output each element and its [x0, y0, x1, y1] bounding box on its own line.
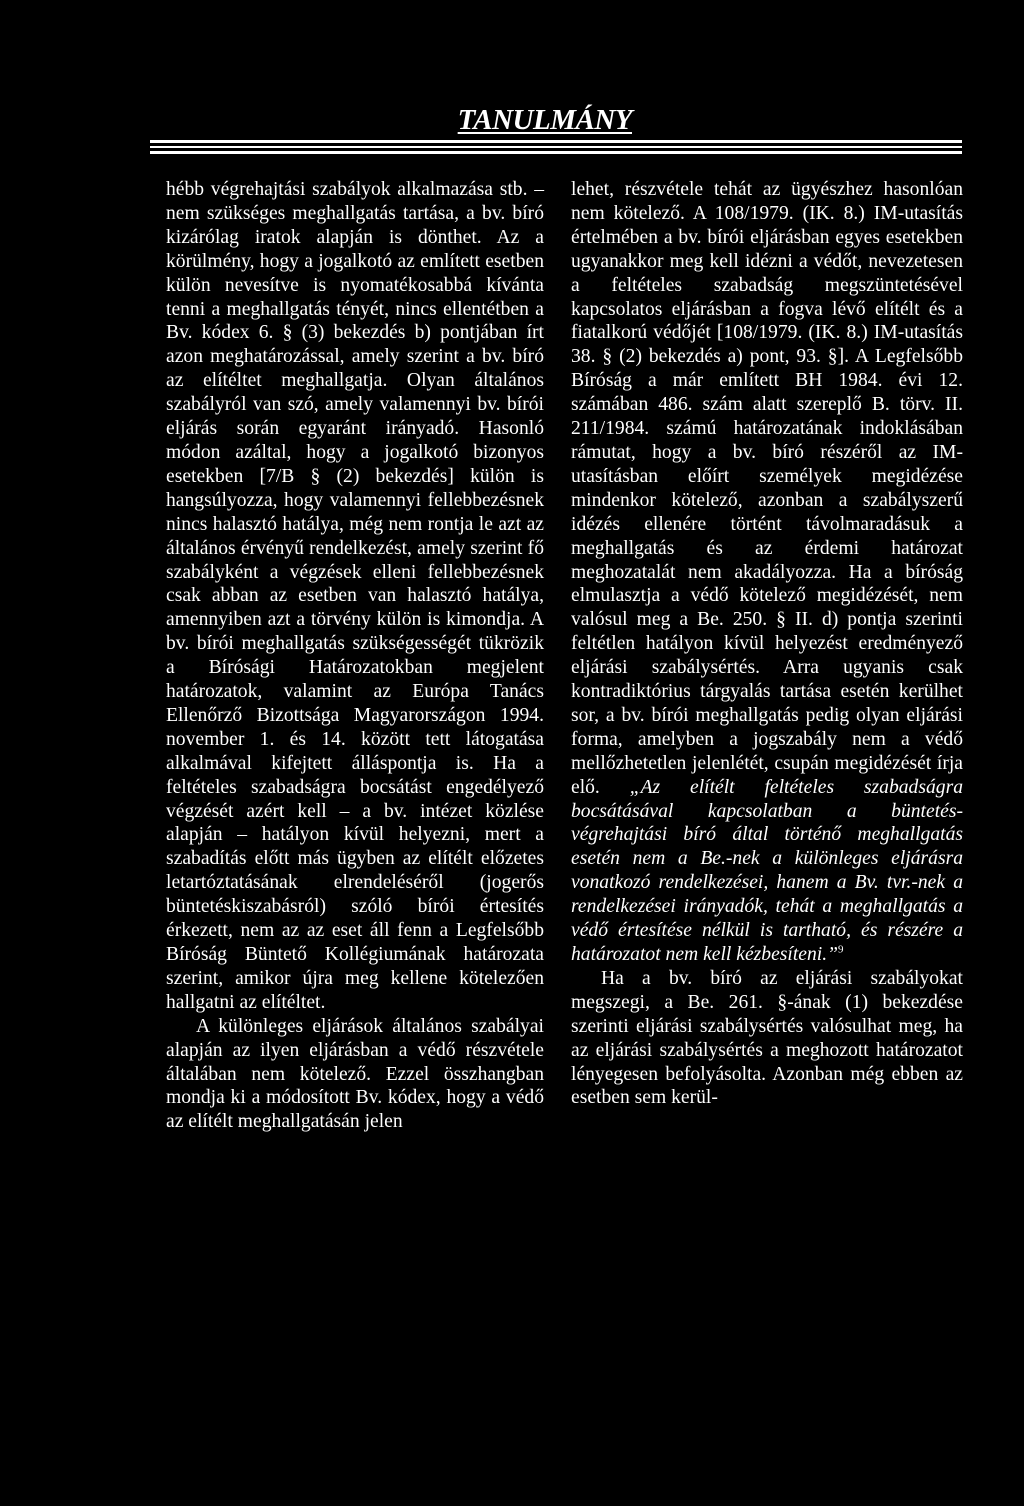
right-text-column	[571, 178, 963, 1110]
left-paragraph-2: A különleges eljárások általános szabályai alapján az ilyen eljárásban a védő részvétele általában nem kötelező. Ezzel összhangban mondja ki a módosított Bv. kódex, hogy a védő az elítélt meghallgatásán jelen	[166, 1015, 544, 1133]
left-text-column	[166, 178, 544, 1134]
left-paragraph-1: hébb végrehajtási szabályok alkalmazása stb. – nem szükséges meghallgatás tartása, a bv. bíró kizárólag iratok alapján is dönthet. Az a körülmény, hogy a jogalkotó az említett esetben külön nevesítve is nyomatékosabbá kívánta tenni a meghallgatás tényét, nincs ellentétben a Bv. kódex 6. § (3) bekezdés b) pontjában írt azon meghatározással, amely szerint a bv. bíró az elítéltet meghallgatja. Olyan általános szabályról van szó, amely valamennyi bv. bírói eljárás során egyaránt irányadó. Hasonló módon azáltal, hogy a jogalkotó bizonyos esetekben [7/B § (2) bekezdés] külön is hangsúlyozza, hogy valamennyi fellebbezésnek nincs halasztó hatálya, még nem rontja le azt az általános érvényű rendelkezést, amely szerint fő szabályként a végzések elleni fellebbezésnek csak abban az esetben van halasztó hatálya, amennyiben azt a törvény külön is kimondja. A bv. bírói meghallgatás szükségességét tükrözik a Bírósági Határozatokban megjelent határozatok, valamint az Európa Tanács Ellenőrző Bizottsága Magyarországon 1994. november 1. és 14. között tett látogatása alkalmával kifejtett álláspontja is. Ha a feltételes szabadságra bocsátást engedélyező végzését azért kell – a bv. intézet közlése alapján – hatályon kívül helyezni, mert a szabadítás előtt más ügyben az elítélt előzetes letartóztatásának elrendeléséről (jogerős büntetéskiszabásról) szóló bírói értesítés érkezett, nem az az eset áll fenn a Legfelsőbb Bíróság Büntető Kollégiumának határozata szerint, amikor újra meg kellene kötelezően hallgatni az elítéltet.	[166, 179, 544, 1013]
right-paragraph-2: Ha a bv. bíró az eljárási szabályokat megszegi, a Be. 261. §-ának (1) bekezdése szerinti eljárási szabálysértés valósulhat meg, ha az eljárási szabálysértés a meghozott határozatot lényegesen befolyásolta. Azonban még ebben az esetben sem kerül-	[571, 967, 963, 1109]
header-rule-middle	[150, 146, 962, 148]
right-paragraph-1-text: lehet, részvétele tehát az ügyészhez hasonlóan nem kötelező. A 108/1979. (IK. 8.) IM-utasítás értelmében a bv. bírói eljárásban egyes esetekben ugyanakkor meg kell idézni a védőt, nevezetesen a feltételes szabadság megszüntetésével kapcsolatos eljárásban a fogva lévő elítélt és a fiatalkorú védőjét [108/1979. (IK. 8.) IM-utasítás 38. § (2) bekezdés a) pont, 93. §]. A Legfelsőbb Bíróság a már említett BH 1984. évi 12. számában 486. szám alatt szereplő B. törv. II. 211/1984. számú határozatának indoklásában rámutat, hogy a bv. bíró részéről az IM-utasításban előírt személyek megidézése mindenkor kötelező, azonban a szabályszerű idézés ellenére történt távolmaradásuk a meghallgatás és az érdemi határozat meghozatalát nem akadályozza. Ha a bíróság elmulasztja a védő kötelező megidézését, nem valósul meg a Be. 250. § II. d) pontja szerinti feltétlen hatályon kívül helyezést eredményező eljárási szabálysértés. Arra ugyanis csak kontradiktórius tárgyalás tartása esetén kerülhet sor, a bv. bírói meghallgatás pedig olyan eljárási forma, amelyben a jogszabály nem a védő mellőzhetetlen jelenlétét, csupán megidézését írja elő.	[571, 179, 963, 798]
footnote-reference: 9	[838, 943, 844, 956]
court-quote: „Az elítélt feltételes szabadságra bocsátásával kapcsolatban a büntetés-végrehajtási bíró által történő meghallgatás esetén nem a Be.-nek a különleges eljárásra vonatkozó rendelkezései, hanem a Bv. tvr.-nek a rendelkezései irányadók, tehát a meghallgatás a védő értesítése nélkül is tartható, és részére a határozatot nem kell kézbesíteni.”	[571, 776, 963, 965]
right-paragraph-1	[571, 178, 963, 967]
header-rule-top	[150, 140, 962, 143]
page-header	[150, 104, 962, 156]
header-rule-bottom	[150, 151, 962, 154]
section-title: TANULMÁNY	[457, 104, 632, 136]
